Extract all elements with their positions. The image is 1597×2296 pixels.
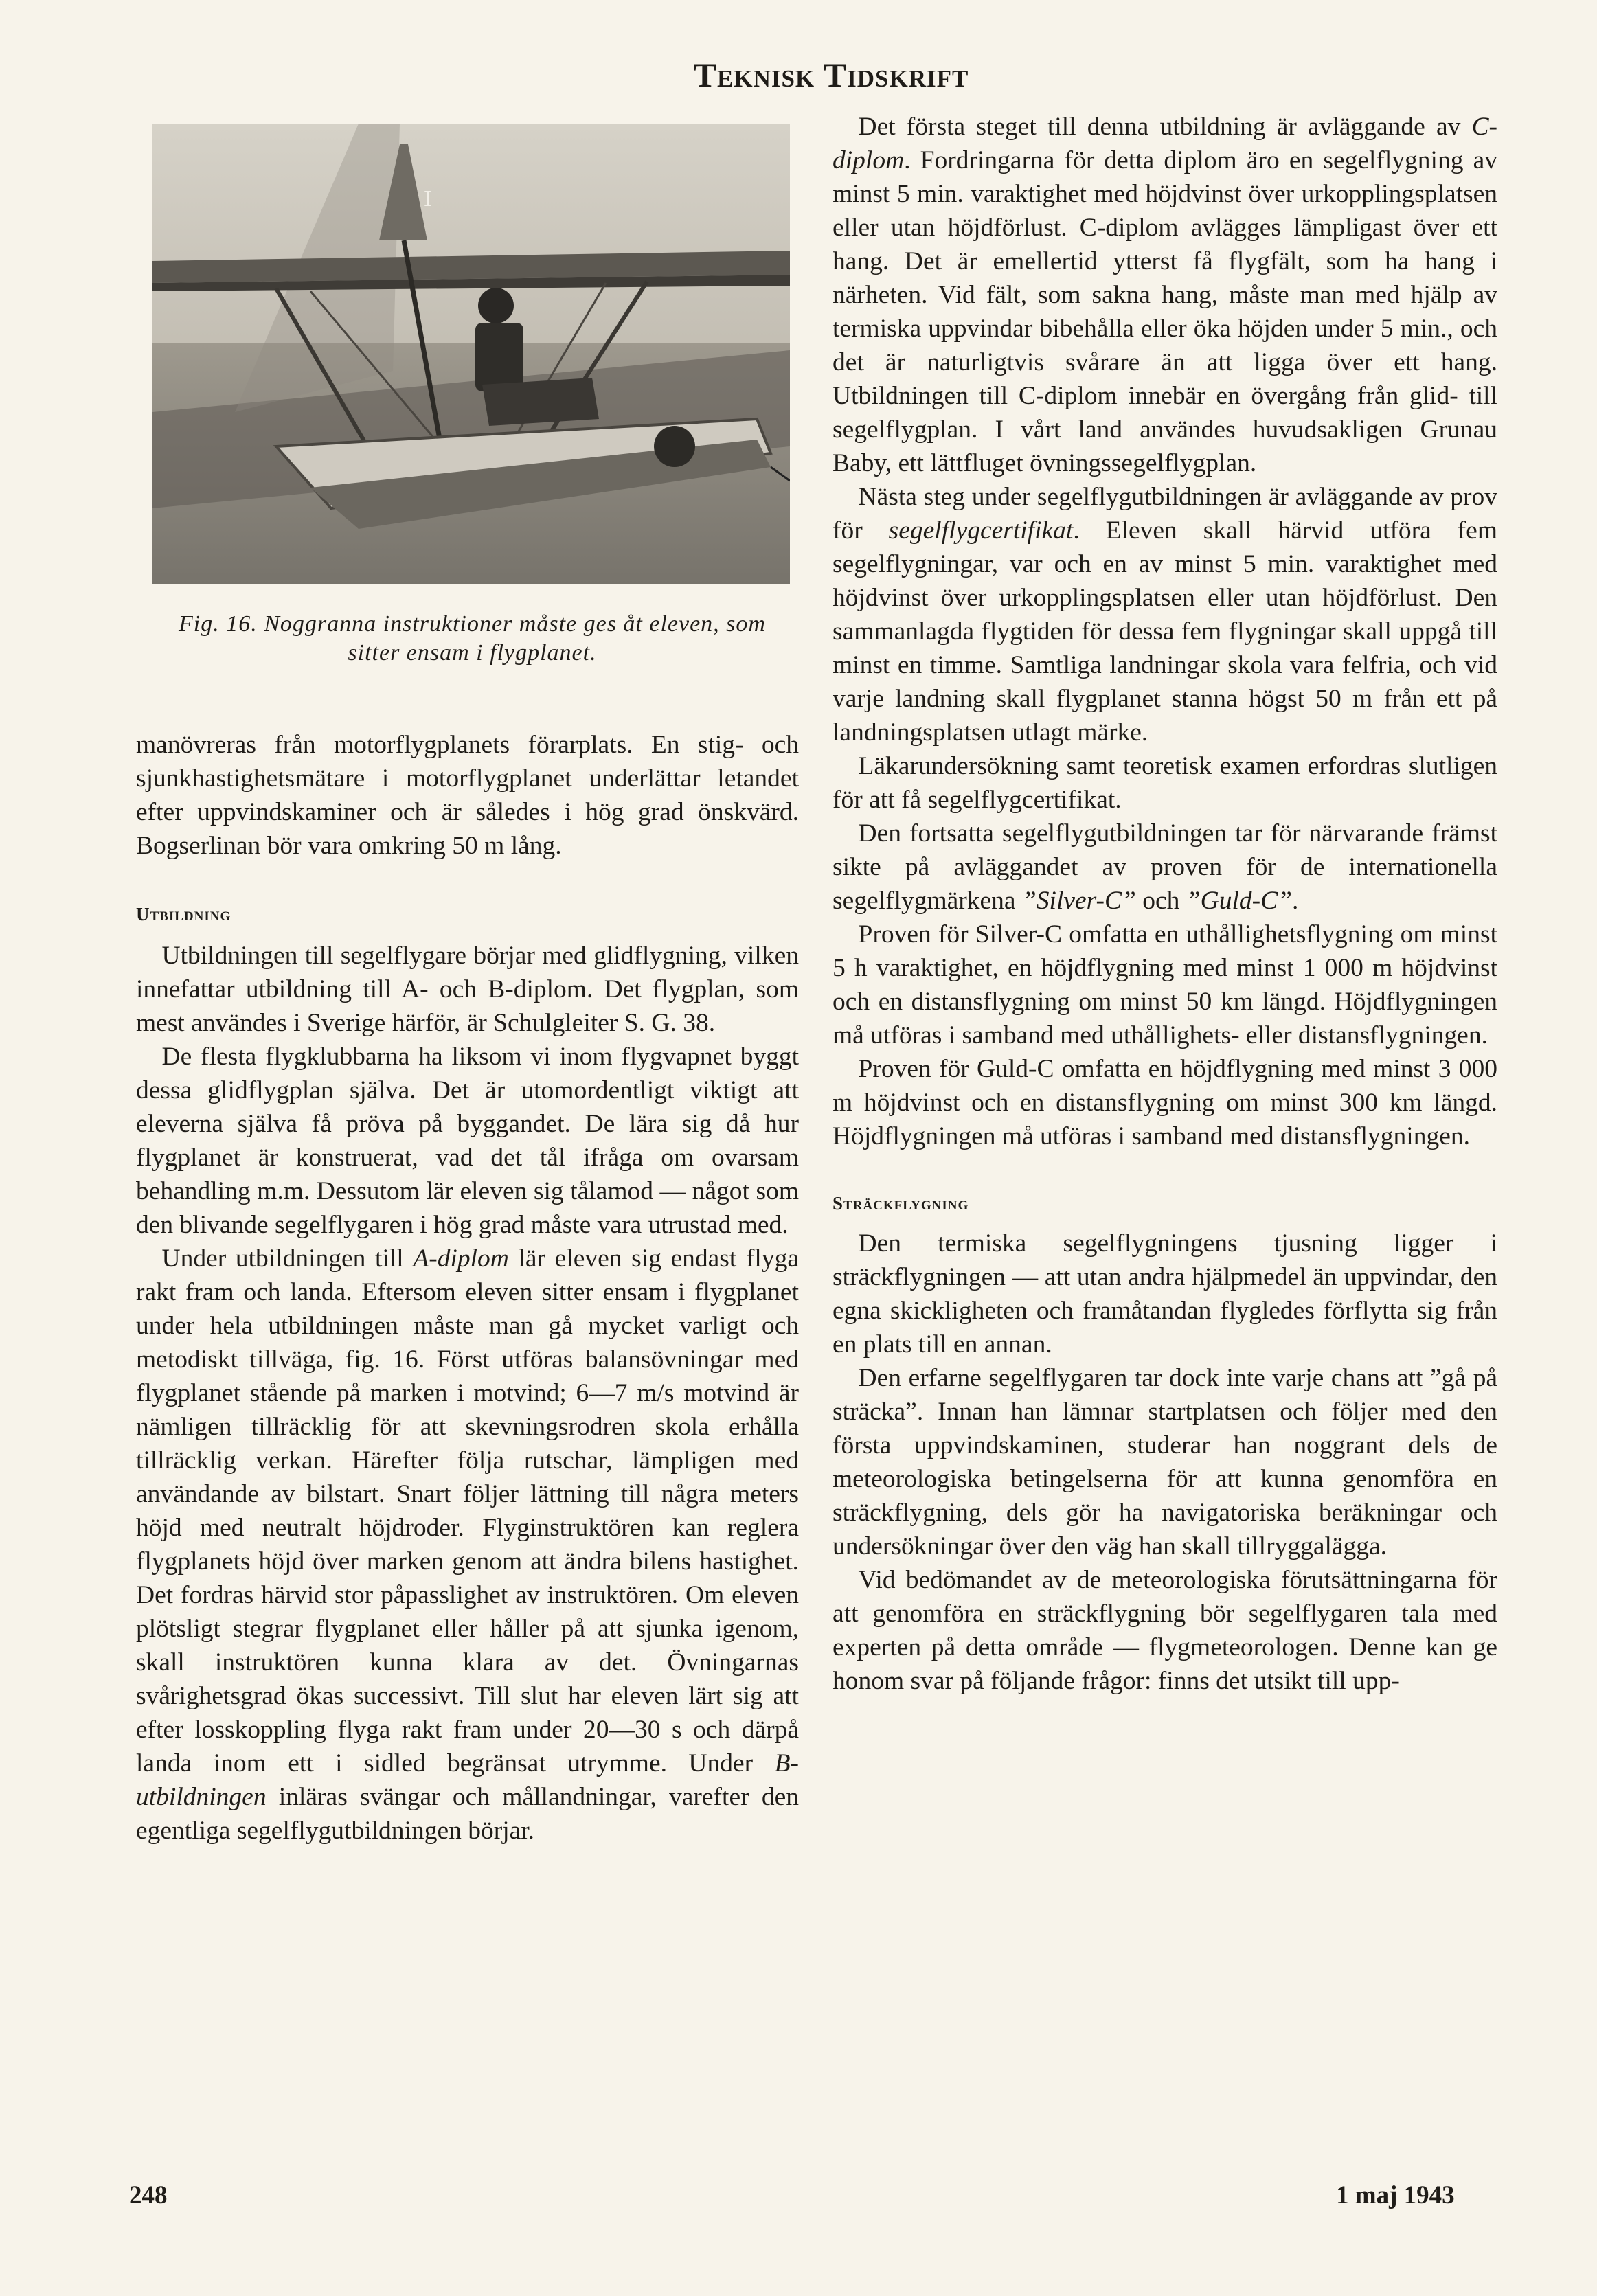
glider-illustration (152, 124, 790, 584)
paragraph: Den erfarne segelflygaren tar dock inte varje chans att ”gå på sträcka”. Innan han lämnar startplatsen och följer med den första uppvindskaminen, studerar han noggrant dels de meteorologiska betingelserna för att kunna genomföra en sträckflygning, dels gör ha navigatoriska beräkningar och undersökningar över den väg han skall tillryggalägga. (833, 1364, 1497, 1560)
page-number: 248 (129, 2181, 168, 2209)
glider-photo (152, 124, 790, 584)
section-heading-strackflygning: Sträckflygning (833, 1193, 969, 1214)
paragraph: Vid bedömandet av de meteorologiska förutsättningarna för att genomföra en sträckflygning bör segelflygaren tala med experten på detta område — flygmeteorologen. Denne kan ge honom svar på följande frågor: finns det utsikt till upp- (833, 1566, 1497, 1695)
paragraph: Den fortsatta segelflygutbildningen tar för närvarande främst sikte på avläggandet av proven för de internationella segelflygmärkena ”Silver-C” och ”Guld-C”. (833, 819, 1497, 915)
term-silver-c: ”Silver-C” (1021, 887, 1136, 915)
right-column (833, 110, 1497, 1698)
glider-marking: I (424, 186, 432, 212)
left-column (136, 728, 799, 1848)
journal-header: Teknisk Tidskrift (693, 56, 969, 94)
term-guld-c: ”Guld-C” (1186, 887, 1292, 915)
term-a-diplom: A-diplom (413, 1244, 509, 1273)
paragraph: Utbildningen till segelflygare börjar med glidflygning, vilken innefattar utbildning till A- och B-diplom. Det flygplan, som mest användes i Sverige härför, är Schulgleiter S. G. 38. (136, 942, 799, 1037)
paragraph: Nästa steg under segelflygutbildningen är avläggande av prov för segelflygcertifikat. Eleven skall härvid utföra fem segelflygningar, var och en av minst 5 min. varaktighet med höjdvinst över urkopplingsplatsen eller utan höjdförlust. Den sammanlagda flygtiden för dessa fem flygningar skall uppgå till minst en timme. Samtliga landningar skola vara felfria, och vid varje landning skall flygplanet stanna högst 50 m från ett på landningsplatsen utlagt märke. (833, 483, 1497, 747)
intro-paragraph: manövreras från motorflygplanets förarplats. En stig- och sjunkhastighetsmätare i motorflygplanet underlättar letandet efter uppvindskaminer och är således i hög grad önskvärd. Bogserlinan bör vara omkring 50 m lång. (136, 731, 799, 860)
paragraph: De flesta flygklubbarna ha liksom vi inom flygvapnet byggt dessa glidflygplan själva. Det är utomordentligt viktigt att eleverna själva få pröva på byggandet. De lära sig då hur flygplanet är konstruerat, vad det tål ifråga om ovarsam behandling m.m. Dessutom lär eleven sig tålamod — något som den blivande segelflygaren i hög grad måste vara utrustad med. (136, 1043, 799, 1239)
section-heading-utbildning: Utbildning (136, 904, 231, 924)
paragraph: Proven för Guld-C omfatta en höjdflygning med minst 3 000 m höjdvinst och en distansflygning om minst 300 km längd. Höjdflygningen må utföras i samband med distansflygningen. (833, 1055, 1497, 1150)
term-segelflygcertifikat: segelflygcertifikat (888, 516, 1074, 545)
issue-date: 1 maj 1943 (1336, 2181, 1455, 2209)
paragraph: Den termiska segelflygningens tjusning ligger i sträckflygningen — att utan andra hjälpmedel än uppvindar, den egna skickligheten och framåtandan flygledes förflytta sig från en plats till en annan. (833, 1229, 1497, 1359)
paragraph: Det första steget till denna utbildning är avläggande av C-diplom. Fordringarna för detta diplom äro en segelflygning av minst 5 min. varaktighet med höjdvinst över urkopplingsplatsen eller utan höjdförlust. C-diplom avlägges lämpligast över ett hang. Det är emellertid ytterst få flygfält, som ha hang i närheten. Vid fält, som sakna hang, måste man med hjälp av termiska uppvindar bibehålla eller öka höjden under 5 min., och det är naturligtvis svårare än att ligga över ett hang. Utbildningen till C-diplom innebär en övergång från glid- till segelflygplan. I vårt land användes huvudsakligen Grunau Baby, ett lättfluget övningssegelflygplan. (833, 113, 1497, 477)
paragraph: Under utbildningen till A-diplom lär eleven sig endast flyga rakt fram och landa. Eftersom eleven sitter ensam i flygplanet under hela utbildningen måste man gå mycket varligt och metodiskt tillväga, fig. 16. Först utföras balansövningar med flygplanet stående på marken i motvind; 6—7 m/s motvind är nämligen tillräcklig för att skevningsrodren skola erhålla tillräcklig verkan. Härefter följa rutschar, lämpligen med användande av bilstart. Snart följer lättning till några meters höjd med neutralt höjdroder. Flyginstruktören kan reglera flygplanets höjd över marken genom att ändra bilens hastighet. Det fordras härvid stor påpasslighet av instruktören. Om eleven plötsligt stegrar flygplanet eller håller på att sjunka igenom, skall instruktören kunna klara av det. Övningarnas svårighetsgrad ökas successivt. Till slut har eleven lärt sig att efter losskoppling flyga rakt fram under 20—30 s och därpå landa inom ett i sidled begränsat utrymme. Under B-utbildningen inläras svängar och mållandningar, varefter den egentliga segelflygutbildningen börjar. (136, 1244, 799, 1845)
figure-caption: Fig. 16. Noggranna instruktioner måste ges åt eleven, som sitter ensam i flygplanet. (179, 611, 766, 666)
paragraph: Proven för Silver-C omfatta en uthållighetsflygning om minst 5 h varaktighet, en höjdflygning med minst 1 000 m höjdvinst och en distansflygning om minst 50 km längd. Höjdflygningen må utföras i samband med uthållighets- eller distansflygningen. (833, 920, 1497, 1049)
paragraph: Läkarundersökning samt teoretisk examen erfordras slutligen för att få segelflygcertifikat. (833, 752, 1497, 814)
term-b-utbildningen: B-utbildningen (136, 1749, 799, 1811)
term-c-diplom: C-diplom (833, 113, 1497, 174)
